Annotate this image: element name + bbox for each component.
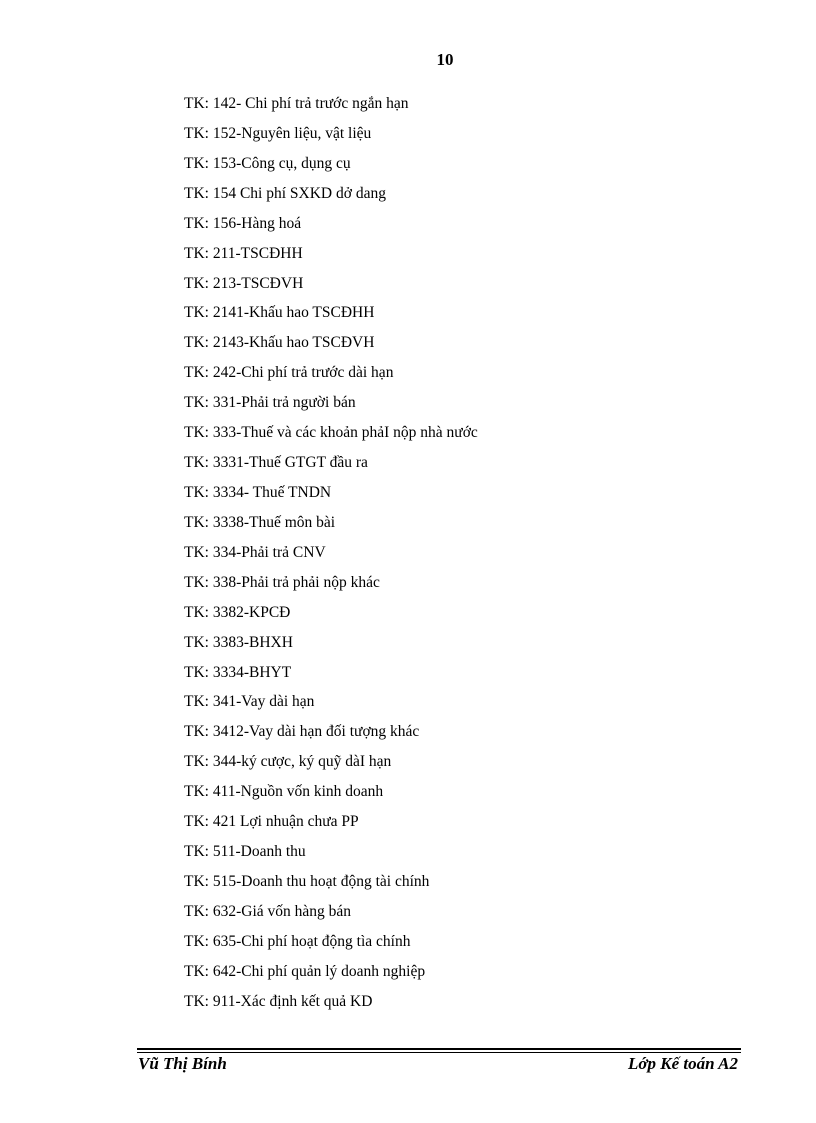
account-item: TK: 331-Phải trả người bán xyxy=(184,394,356,412)
account-item: TK: 2141-Khấu hao TSCĐHH xyxy=(184,304,375,322)
account-item: TK: 635-Chi phí hoạt động tìa chính xyxy=(184,932,411,950)
account-item: TK: 341-Vay dài hạn xyxy=(184,693,315,711)
account-item: TK: 153-Công cụ, dụng cụ xyxy=(184,154,351,172)
page-number: 10 xyxy=(436,50,454,69)
account-item: TK: 911-Xác định kết quả KD xyxy=(184,992,373,1010)
account-item: TK: 3383-BHXH xyxy=(184,633,293,651)
account-item: TK: 3382-KPCĐ xyxy=(184,603,291,621)
account-item: TK: 411-Nguồn vốn kinh doanh xyxy=(184,783,384,801)
account-item: TK: 632-Giá vốn hàng bán xyxy=(184,902,352,920)
account-item: TK: 515-Doanh thu hoạt động tài chính xyxy=(184,872,430,890)
footer-author: Vũ Thị Bính xyxy=(138,1054,227,1073)
account-item: TK: 333-Thuế và các khoản phảI nộp nhà nước xyxy=(184,424,478,442)
account-item: TK: 3338-Thuế môn bài xyxy=(184,513,336,531)
account-item: TK: 511-Doanh thu xyxy=(184,843,306,861)
account-item: TK: 213-TSCĐVH xyxy=(184,274,304,292)
account-item: TK: 242-Chi phí trả trước dài hạn xyxy=(184,364,394,382)
account-item: TK: 3331-Thuế GTGT đầu ra xyxy=(184,454,368,472)
account-item: TK: 152-Nguyên liệu, vật liệu xyxy=(184,124,372,142)
account-list xyxy=(184,92,478,1020)
account-item: TK: 642-Chi phí quản lý doanh nghiệp xyxy=(184,962,426,980)
account-item: TK: 142- Chi phí trả trước ngắn hạn xyxy=(184,95,409,112)
footer-class: Lớp Kế toán A2 xyxy=(627,1054,738,1073)
account-item: TK: 3412-Vay dài hạn đối tượng khác xyxy=(184,723,420,741)
account-item: TK: 3334- Thuế TNDN xyxy=(184,483,332,501)
footer-divider xyxy=(137,1048,741,1050)
account-item: TK: 344-ký cược, ký quỹ dàI hạn xyxy=(184,753,392,771)
footer-divider-thin xyxy=(137,1052,741,1053)
account-item: TK: 156-Hàng hoá xyxy=(184,214,302,232)
account-item: TK: 211-TSCĐHH xyxy=(184,244,303,262)
account-item: TK: 334-Phải trả CNV xyxy=(184,543,326,561)
account-item: TK: 3334-BHYT xyxy=(184,663,292,681)
account-item: TK: 421 Lợi nhuận chưa PP xyxy=(184,813,359,831)
account-item: TK: 154 Chi phí SXKD dở dang xyxy=(184,184,386,202)
account-item: TK: 338-Phải trả phải nộp khác xyxy=(184,573,380,591)
account-item: TK: 2143-Khấu hao TSCĐVH xyxy=(184,334,375,352)
